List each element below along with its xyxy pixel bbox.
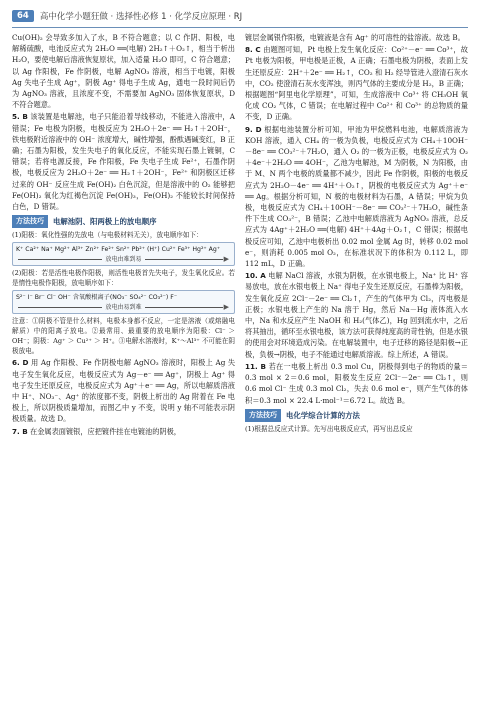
- method-tip-heading: [245, 409, 468, 422]
- answer-text: 由题图可知，Pt 电极上发生氧化反应：Co²⁺－e⁻ ══ Co³⁺，故 Pt 电极为阳极，甲电极是正极，A 正确；石墨电极为阴极，表面上发生还原反应：2H⁺＋2e⁻ ══ H₂↑，CO₂ 和 H₂ 经导管进入澄清石灰水中，CO₂ 使澄清石灰水变浑浊，则丙气体的主要成分是 H₂，B 正确；根据题图“阿里电化学原理”，可知，生成溶液中 Co³⁺ 将 CH₃OH 氧化成 CO₂ 气体，C 错误；在电解过程中 Co²⁺ 和 Co³⁺ 的总物质的量不变，D 正确。: [245, 45, 468, 122]
- ion-sequence: K⁺ Ca²⁺ Na⁺ Mg²⁺ Al³⁺ Zn²⁺ Fe²⁺ Sn²⁺ Pb²⁺ (H⁺) Cu²⁺ Fe³⁺ Hg²⁺ Ag⁺: [16, 246, 221, 254]
- page-number: 64: [12, 10, 34, 22]
- answer-text: 若在一电极上析出 0.3 mol Cu，阴极得到电子的物质的量＝0.3 mol × 2＝0.6 mol，阳极发生反应 2Cl⁻－2e⁻ ══ Cl₂↑，则 0.6 mol Cl⁻ 生成 0.3 mol Cl₂，失去 0.6 mol e⁻，则产生气体的体积＝0.3 mol × 22.4 L·mol⁻¹＝6.72 L。故选 B。: [245, 361, 468, 405]
- answer-q5: [12, 111, 235, 212]
- method-tip-heading: [12, 215, 235, 228]
- answer-q6: [12, 357, 235, 424]
- tip-label: 方法技巧: [12, 215, 48, 228]
- right-column: [245, 32, 468, 438]
- left-column: [12, 32, 235, 438]
- answer-number: 7. B: [12, 426, 28, 436]
- answer-q7: [12, 426, 235, 437]
- tip-label: 方法技巧: [245, 409, 281, 422]
- answer-number: 8. C: [245, 45, 261, 55]
- continued-paragraph: Cu(OH)₂ 会导致多加入了水，B 不符合题意；以 C 作阴、阳极，电解稀硫酸，电池反应式为 2H₂O ══(电解) 2H₂↑＋O₂↑，相当于析出 H₂O，要使电解后溶液恢复原状，加入适量 H₂O 即可，C 符合题意；以 Ag 作阳极，Fe 作阴极，电解 AgNO₃ 溶液，相当于电镀，阳极 Ag 失电子生成 Ag⁺，阴极 Ag⁺ 得电子生成 Ag，通电一段时间后仍为 AgNO₃ 溶液，且浓度不变，不需要加 AgNO₃ 固体恢复原状，D 不符合题意。: [12, 33, 235, 110]
- answer-text: 用 Ag 作阳极、Fe 作阴极电解 AgNO₃ 溶液时，阳极上 Ag 失电子发生氧化反应，电极反应式为 Ag－e⁻ ══ Ag⁺，阴极上 Ag⁺ 得电子发生还原反应，电极反应式为 Ag⁺＋e⁻ ══ Ag，所以电解质溶液中 H⁺、NO₃⁻、Ag⁺ 的浓度都不变，阴极上析出的 Ag 附着在 Fe 电极上，所以阴极质量增加，而图乙中 y 不变，说明 y 轴不可能表示阴极质量。故选 D。: [12, 358, 236, 424]
- book-title: 高中化学小题狂做 · 选择性必修 1 · 化学反应原理 · RJ: [39, 12, 243, 22]
- answer-number: 6. D: [12, 358, 29, 368]
- answer-q9: [245, 124, 468, 270]
- answer-number: 10. A: [245, 271, 266, 281]
- arrow-head-icon: ▶: [223, 303, 229, 312]
- discharge-order-diagram-1: [12, 242, 235, 266]
- answer-number: 11. B: [245, 361, 266, 371]
- tip-title: 电解池阴、阳两极上的放电顺序: [53, 217, 157, 227]
- direction-arrow: [16, 303, 231, 312]
- tip-title: 电化学综合计算的方法: [286, 410, 360, 420]
- answer-q8: [245, 44, 468, 122]
- tip-paragraph: (1)阳极：氧化性强的先放电（与电极材料无关），放电顺序如下：: [12, 231, 203, 240]
- answer-text: 电解 NaCl 溶液，水银为阴极，在水银电极上，Na⁺ 比 H⁺ 容易放电，放在水银电极上 Na⁺ 得电子发生还原反应，石墨棒为阳极，发生氧化反应 2Cl⁻－2e⁻ ══ Cl₂↑，产生的气体甲为 Cl₂，丙电极是正极；水银电极上产生的 Na 溶于 Hg，然后 Na－Hg 液体流入水中，Na 和水反应产生 NaOH 和 H₂(气体乙)，Hg 回到流水中，之后将其抽出，循环至水银电极，该方法可获得纯度高的苛性钠，但是水银的使用会对环境造成污染。在电解装置中，电子迁移的路径是阳极→正极，负极→阴极，电子不能通过电解质溶液。综上所述，A 错误。: [245, 271, 468, 359]
- tip-paragraph: (2)阳极：若是活性电极作阳极，则活性电极首先失电子，发生氧化反应。若是惰性电极作阳极，放电顺序如下：: [12, 269, 235, 288]
- answer-text: 根据电池装置分析可知，甲池为甲烷燃料电池，电解质溶液为 KOH 溶液，通入 CH₄ 的一极为负极，电极反应式为 CH₄＋10OH⁻－8e⁻ ══ CO₃²⁻＋7H₂O，通入 O₂ 的一极为正极，电极反应式为 O₂＋4e⁻＋2H₂O ══ 4OH⁻，乙池为电解池，M 为阴极，N 为阳极，由于 M、N 两个电极的质量都不减少，因此 Fe 作阴极，阳极的电极反应式为 2H₂O－4e⁻ ══ 4H⁺＋O₂↑，阴极的电极反应式为 Ag⁺＋e⁻ ══ Ag。根据分析可知，N 极的电极材料为石墨，A 错误；甲烷为负极，电极反应式为 CH₄＋10OH⁻－8e⁻ ══ CO₃²⁻＋7H₂O，碱性条件下生成 CO₃²⁻，B 错误；乙池中电解质溶液为 AgNO₃ 溶液，总反应式为 4Ag⁺＋2H₂O ══(电解) 4H⁺＋4Ag＋O₂↑，C 错误；根据电极反应可知，乙池中电极析出 0.02 mol 金属 Ag 时，转移 0.02 mol e⁻，则消耗 0.005 mol O₂，在标准状况下的体积为 0.112 L，即 112 mL，D 正确。: [245, 124, 468, 269]
- answer-number: 9. D: [245, 124, 262, 134]
- tip-paragraph: (1)根据总反应式计算。先写出电极反应式，再写出总反应: [245, 424, 413, 433]
- content-columns: [12, 32, 468, 438]
- discharge-order-diagram-2: [12, 290, 235, 314]
- answer-number: 5. B: [12, 112, 28, 122]
- page-header: [12, 8, 468, 28]
- arrow-caption: 放电由易到难: [102, 304, 144, 311]
- answer-q10: [245, 270, 468, 360]
- answer-q11: [245, 361, 468, 406]
- direction-arrow: [16, 255, 231, 264]
- arrow-head-icon: ▶: [223, 255, 229, 264]
- arrow-caption: 放电由难到易: [102, 256, 144, 263]
- ion-sequence: S²⁻ I⁻ Br⁻ Cl⁻ OH⁻ 含氧酸根离子(NO₃⁻ SO₄²⁻ CO₃²⁻) F⁻: [16, 294, 178, 302]
- tip-note: 注意：①阴极不管是什么材料，电极本身都不反应，一定是溶液（或熔融电解质）中的阳离子放电。②最常用、最重要的放电顺序为阳极：Cl⁻ ＞ OH⁻；阴极：Ag⁺ ＞ Cu²⁺ ＞ H⁺。③电解水溶液时，K⁺～Al³⁺ 不可能在阴极放电。: [12, 317, 235, 356]
- answer-text: 该装置是电解池，电子只能沿着导线移动，不能进入溶液中，A 错误；Fe 电极为阴极，电极反应为 2H₂O＋2e⁻ ══ H₂↑＋2OH⁻，铁电极附近溶液中的 OH⁻ 浓度增大，碱性增强，酚酞遇碱变红，B 正确；石墨为阳极，发生失电子的氧化反应，不能实现石墨上镀铜，C 错误；若将电源反接，Fe 作阳极，Fe 失电子生成 Fe²⁺，石墨作阴极，电极反应为 2H₂O＋2e⁻ ══ H₂↑＋2OH⁻，Fe²⁺ 和阴极区迁移过来的 OH⁻ 反应生成 Fe(OH)₂ 白色沉淀，但是溶液中的 O₂ 能够把 Fe(OH)₂ 氧化为红褐色沉淀 Fe(OH)₃，Fe(OH)₂ 不能较长时间保持白色，D 错误。: [12, 112, 235, 212]
- continued-paragraph: 镀层金属银作阳极，电镀液是含有 Ag⁺ 的可溶性的盐溶液。故选 B。: [245, 33, 465, 42]
- answer-text: 在金属表面镀银，应把镀件挂在电镀池的阴极，: [30, 426, 181, 436]
